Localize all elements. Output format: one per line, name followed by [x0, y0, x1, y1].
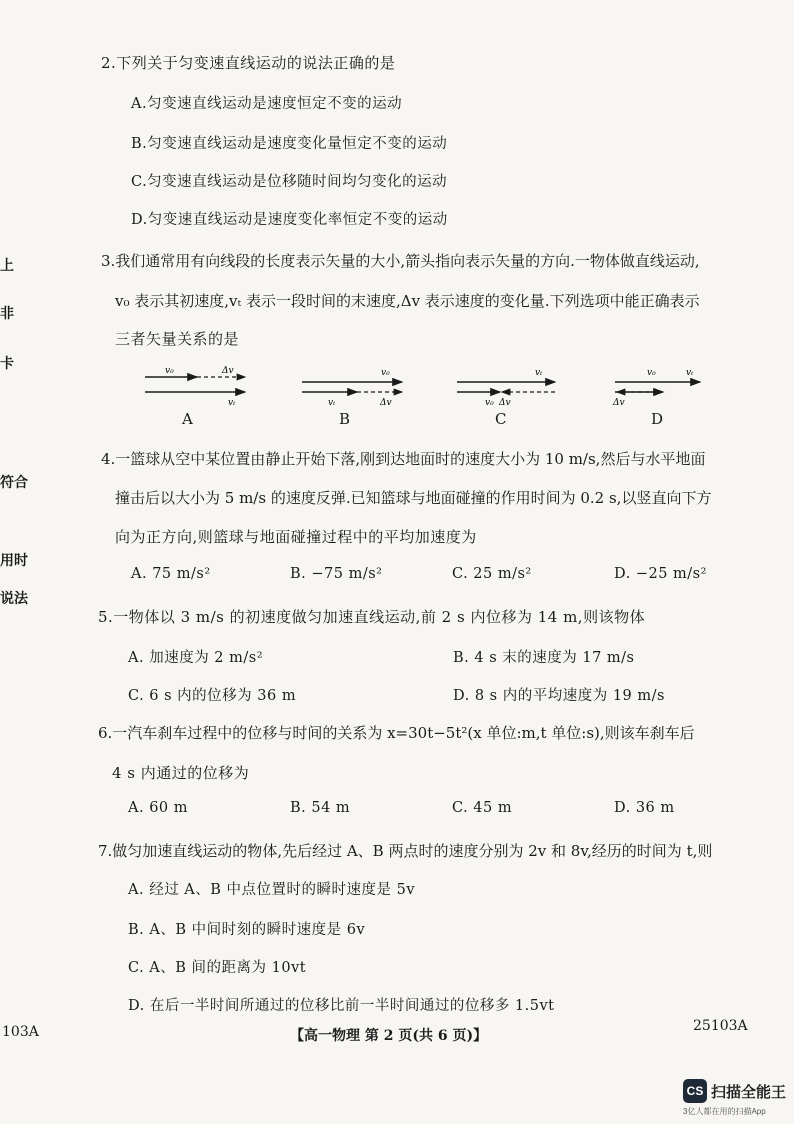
a-dv-label: Δv [222, 366, 234, 376]
margin-note-3: 卡 [0, 356, 14, 372]
q4-option-b: B. −75 m/s² [290, 566, 383, 582]
q4-line-3: 向为正方向,则篮球与地面碰撞过程中的平均加速度为 [115, 528, 477, 546]
c-v0-label: v₀ [485, 398, 494, 408]
q3-line-1: 3.我们通常用有向线段的长度表示矢量的大小,箭头指向表示矢量的方向.一物体做直线运动, [101, 252, 700, 270]
b-vt-label: vₜ [328, 398, 336, 408]
camscanner-tagline: 3亿人都在用的扫描App [683, 1107, 766, 1116]
q2-option-b: B.匀变速直线运动是速度变化量恒定不变的运动 [131, 136, 448, 152]
q7-option-a: A. 经过 A、B 中点位置时的瞬时速度是 5v [128, 882, 416, 898]
q6-line-2: 4 s 内通过的位移为 [112, 764, 250, 782]
a-v0-label: v₀ [165, 366, 174, 376]
b-v0-label: v₀ [381, 368, 390, 378]
d-dv-label: Δv [613, 398, 625, 408]
q4-line-2: 撞击后以大小为 5 m/s 的速度反弹.已知篮球与地面碰撞的作用时间为 0.2 s,以竖直向下方 [115, 489, 712, 507]
q3-line-3: 三者矢量关系的是 [115, 330, 240, 348]
q5-option-d: D. 8 s 内的平均速度为 19 m/s [453, 688, 665, 704]
q5-option-c: C. 6 s 内的位移为 36 m [128, 688, 297, 704]
c-vt-label: vₜ [535, 368, 543, 378]
q6-option-a: A. 60 m [128, 800, 188, 816]
camscanner-logo-icon: CS [683, 1079, 707, 1103]
diagram-label-c: C [495, 410, 507, 428]
margin-note-1: 上 [0, 258, 14, 274]
diagram-label-b: B [339, 410, 351, 428]
q5-option-a: A. 加速度为 2 m/s² [128, 650, 264, 666]
a-vt-label: vₜ [228, 398, 236, 408]
q3-line-2: v₀ 表示其初速度,vₜ 表示一段时间的末速度,Δv 表示速度的变化量.下列选项中能正确表示 [115, 292, 700, 310]
q4-option-c: C. 25 m/s² [452, 566, 532, 582]
footer-right-code: 25103A [693, 1018, 748, 1034]
margin-note-6: 说法 [0, 591, 28, 607]
q4-line-1: 4.一篮球从空中某位置由静止开始下落,刚到达地面时的速度大小为 10 m/s,然后与水平地面 [101, 450, 706, 468]
q5-option-b: B. 4 s 末的速度为 17 m/s [453, 650, 635, 666]
diagram-label-a: A [182, 410, 193, 428]
d-vt-label: vₜ [686, 368, 694, 378]
footer-page-info: 【高一物理 第 2 页(共 6 页)】 [290, 1028, 488, 1044]
diagram-d [612, 368, 700, 408]
margin-note-2: 非 [0, 306, 14, 322]
c-dv-label: Δv [499, 398, 511, 408]
diagram-c [457, 368, 555, 408]
diagram-label-d: D [651, 410, 664, 428]
q7-option-c: C. A、B 间的距离为 10vt [128, 960, 307, 976]
q2-option-d: D.匀变速直线运动是速度变化率恒定不变的运动 [131, 212, 448, 228]
q7-option-d: D. 在后一半时间所通过的位移比前一半时间通过的位移多 1.5vt [128, 998, 555, 1014]
q6-line-1: 6.一汽车刹车过程中的位移与时间的关系为 x=30t−5t²(x 单位:m,t 单位:s),则该车刹车后 [98, 724, 695, 742]
footer-left-code: 103A [2, 1024, 39, 1040]
q4-option-a: A. 75 m/s² [131, 566, 211, 582]
q6-option-c: C. 45 m [452, 800, 513, 816]
diagram-b [302, 368, 402, 408]
camscanner-name: 扫描全能王 [711, 1084, 787, 1101]
q2-option-a: A.匀变速直线运动是速度恒定不变的运动 [131, 96, 403, 112]
margin-note-5: 用时 [0, 553, 28, 569]
diagram-a [145, 366, 245, 408]
q4-option-d: D. −25 m/s² [614, 566, 707, 582]
q6-option-d: D. 36 m [614, 800, 675, 816]
q7-option-b: B. A、B 中间时刻的瞬时速度是 6v [128, 922, 366, 938]
q5-stem: 5.一物体以 3 m/s 的初速度做匀加速直线运动,前 2 s 内位移为 14 m,则该物体 [98, 608, 646, 626]
margin-note-4: 符合 [0, 475, 28, 491]
b-dv-label: Δv [380, 398, 392, 408]
q2-stem: 2.下列关于匀变速直线运动的说法正确的是 [101, 54, 396, 72]
q3-vector-diagrams [135, 362, 715, 414]
q7-stem: 7.做匀加速直线运动的物体,先后经过 A、B 两点时的速度分别为 2v 和 8v,经历的时间为 t,则 [98, 842, 713, 860]
q2-option-c: C.匀变速直线运动是位移随时间均匀变化的运动 [131, 174, 448, 190]
d-v0-label: v₀ [647, 368, 656, 378]
q6-option-b: B. 54 m [290, 800, 351, 816]
